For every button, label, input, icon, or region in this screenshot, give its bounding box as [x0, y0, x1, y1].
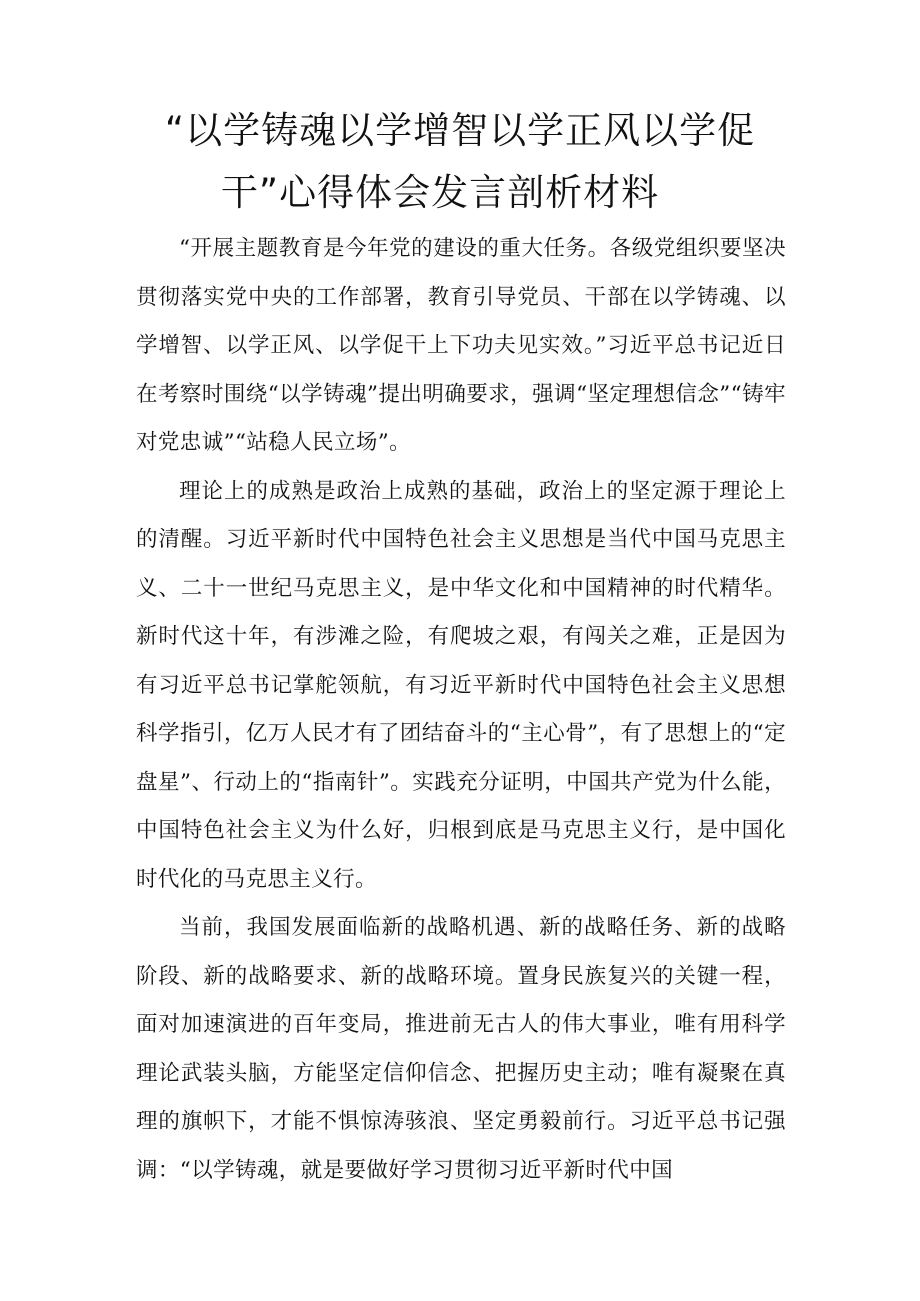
document-body [136, 225, 786, 1195]
title-line-2: 干”心得体会发言剖析材料 [220, 171, 660, 214]
paragraph-1: “开展主题教育是今年党的建设的重大任务。各级党组织要坚决贯彻落实党中央的工作部署，教育引导党员、干部在以学铸魂、以学增智、以学正风、以学促干上下功夫见实效。”习近平总书记近日在考察时围绕“以学铸魂”提出明确要求，强调“坚定理想信念”“铸牢对党忠诚”“站稳人民立场”。 [136, 236, 786, 455]
title-line-1: “以学铸魂以学增智以学正风以学促 [164, 109, 756, 152]
paragraph-2: 理论上的成熟是政治上成熟的基础，政治上的坚定源于理论上的清醒。习近平新时代中国特色社会主义思想是当代中国马克思主义、二十一世纪马克思主义，是中华文化和中国精神的时代精华。新时代这十年，有涉滩之险，有爬坡之艰，有闯关之难，正是因为有习近平总书记掌舵领航，有习近平新时代中国特色社会主义思想科学指引，亿万人民才有了团结奋斗的“主心骨”，有了思想上的“定盘星”、行动上的“指南针”。实践充分证明，中国共产党为什么能，中国特色社会主义为什么好，归根到底是马克思主义行，是中国化时代化的马克思主义行。 [136, 478, 786, 892]
paragraph-3: 当前，我国发展面临新的战略机遇、新的战略任务、新的战略阶段、新的战略要求、新的战略环境。置身民族复兴的关键一程，面对加速演进的百年变局，推进前无古人的伟大事业，唯有用科学理论武装头脑，方能坚定信仰信念、把握历史主动；唯有凝聚在真理的旗帜下，才能不惧惊涛骇浪、坚定勇毅前行。习近平总书记强调：“以学铸魂，就是要做好学习贯彻习近平新时代中国 [136, 915, 786, 1183]
document-title [130, 100, 790, 224]
